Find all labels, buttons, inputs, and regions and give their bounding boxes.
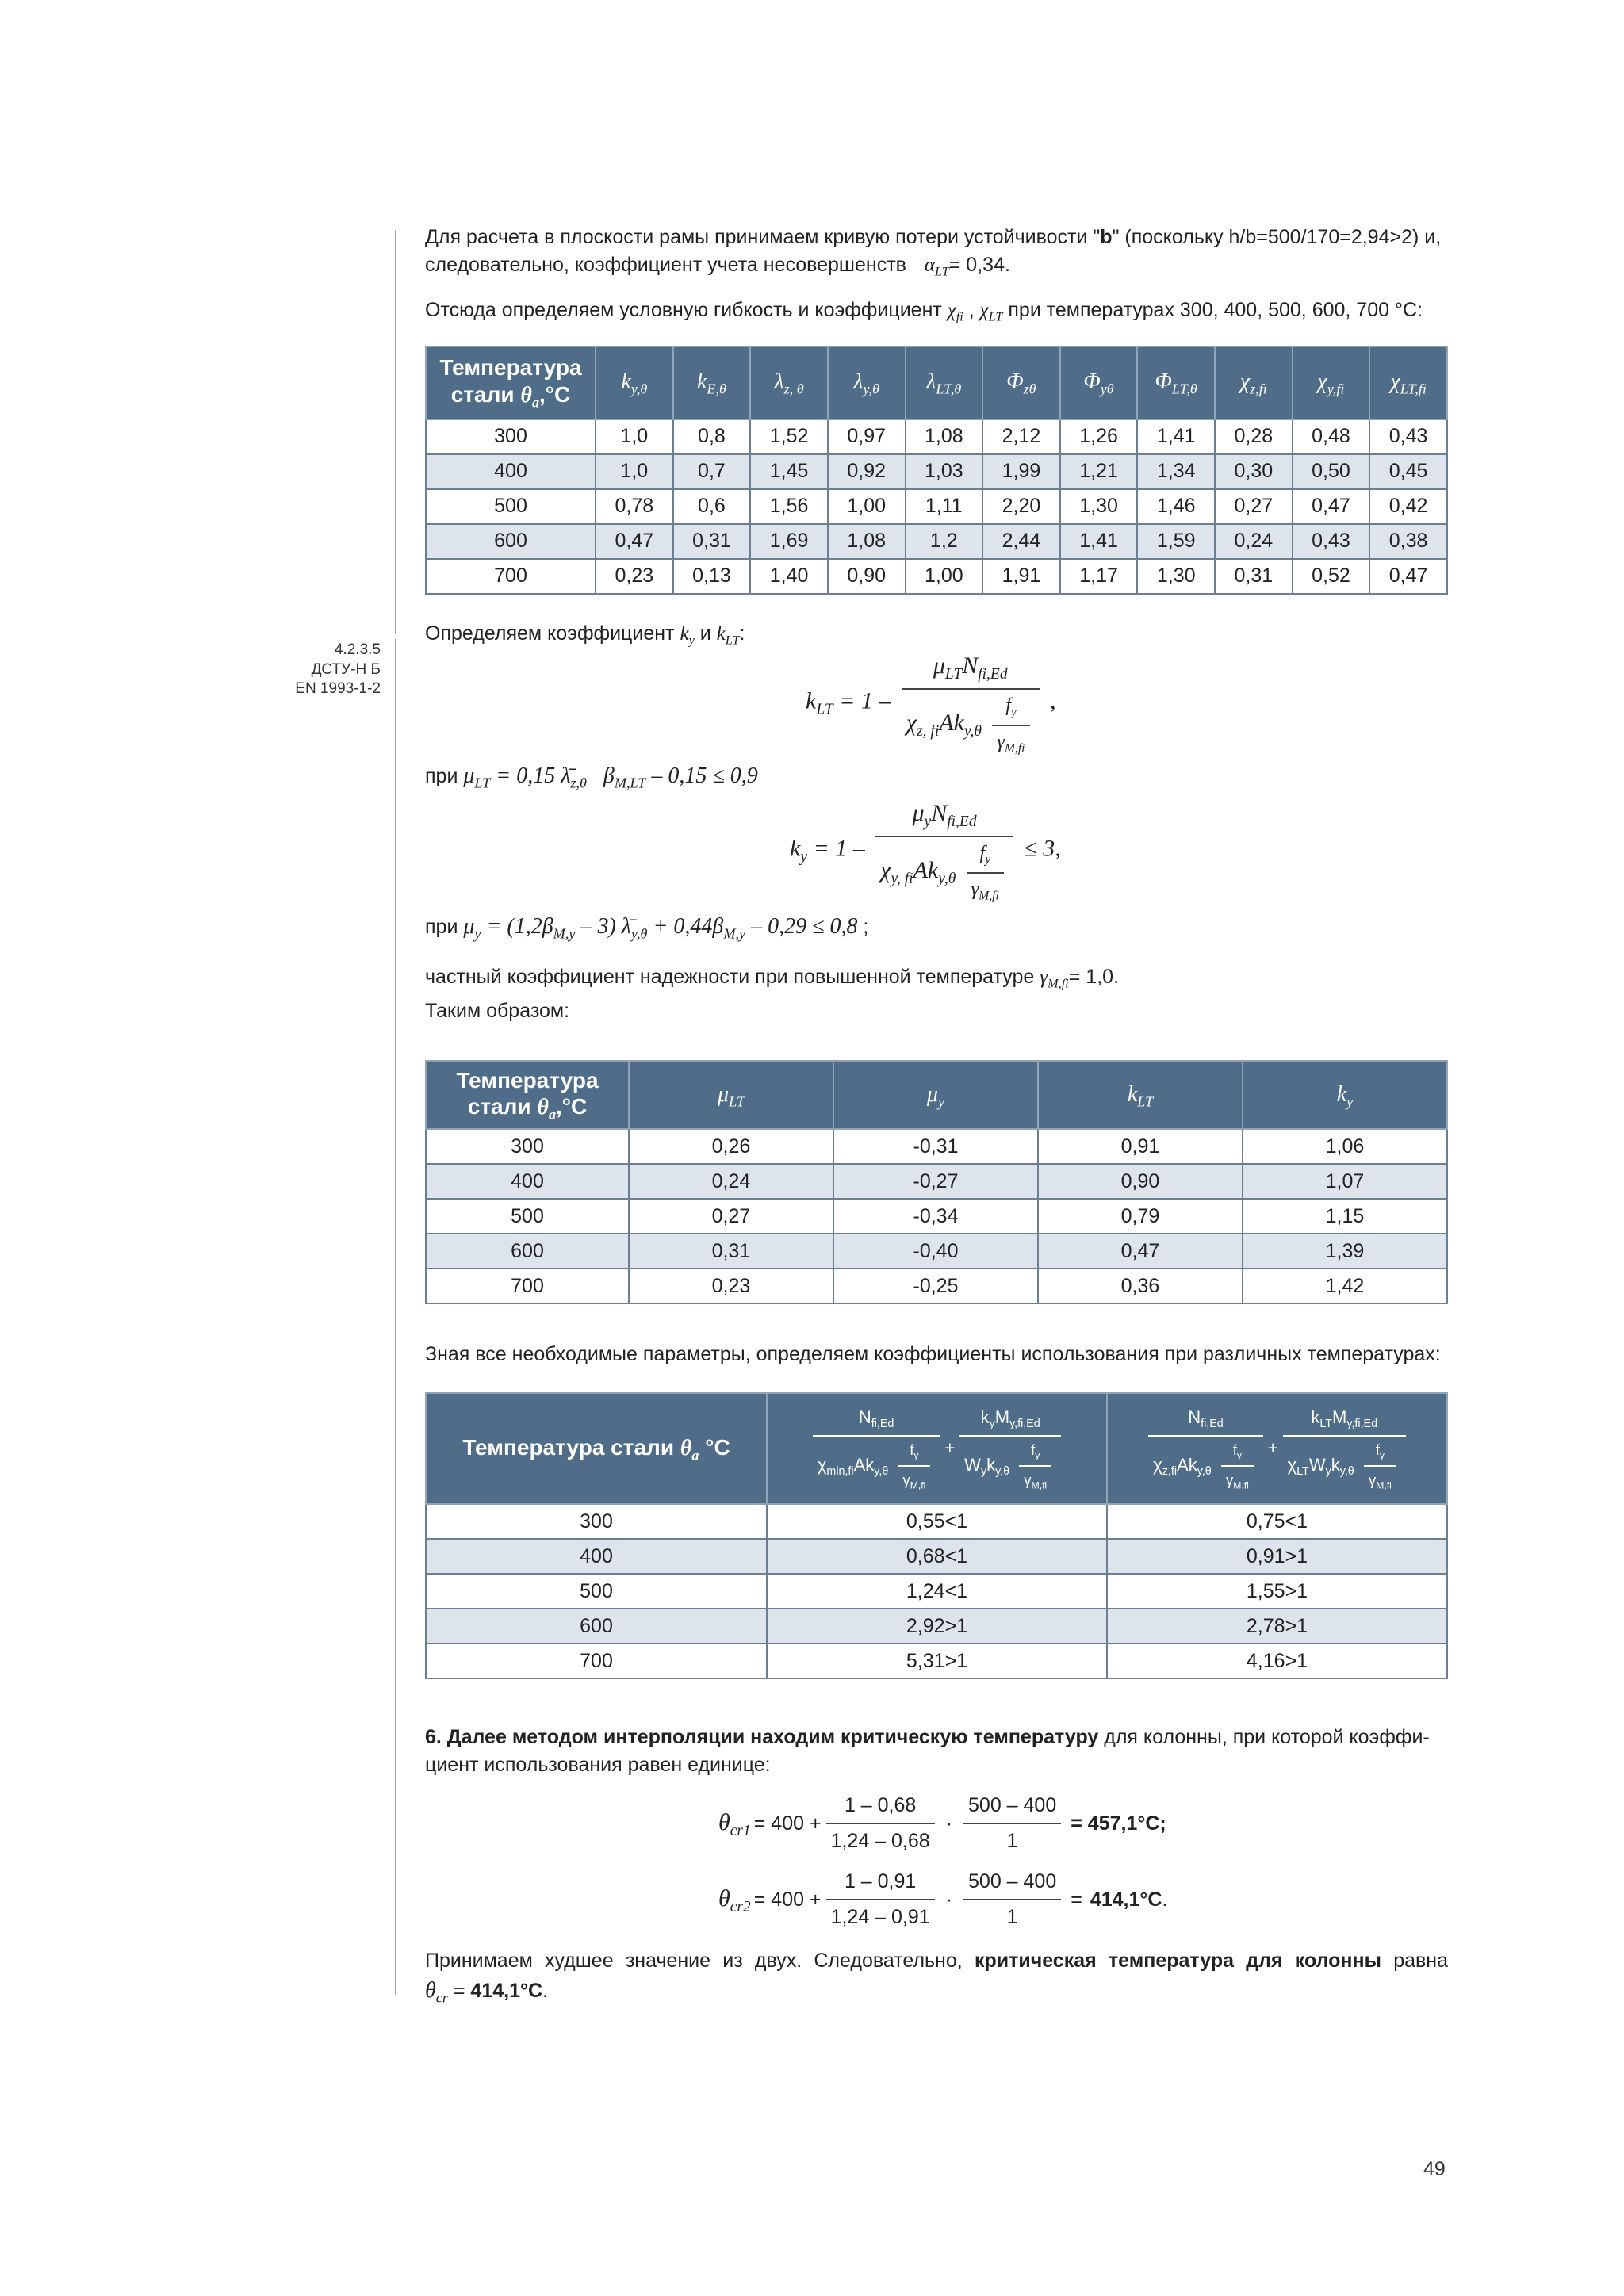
table-row bbox=[426, 1164, 1447, 1199]
temperature-cell: 600 bbox=[426, 524, 596, 559]
value-cell: 1,03 bbox=[906, 454, 983, 489]
mu-y-condition: при $\mu_y = (1,2\beta_{M,y} - 3)$ $\lambdā_{y,\theta} + 0,44\beta_{M,y} - 0,29 \le 0,8$ ; bbox=[425, 914, 869, 942]
utilization-intro: Зная все необходимые параметры, определяем коэффициенты использования при различных температурах: bbox=[425, 1343, 1441, 1366]
value-cell: 0,24 bbox=[629, 1164, 833, 1199]
k-lt-symbol: $k_{LT}$ bbox=[716, 622, 740, 648]
temperature-column-header: Температура стали $\theta_a$ °С bbox=[426, 1393, 767, 1504]
value-cell: 1,0 bbox=[596, 454, 673, 489]
temperature-column-header: Температура стали $\theta_a,^\circ С$ bbox=[426, 346, 596, 419]
value-cell: 0,6 bbox=[673, 489, 751, 524]
value-cell: 1,26 bbox=[1060, 419, 1138, 454]
value-cell: -0,27 bbox=[833, 1164, 1038, 1199]
header-k-y-theta: $k_{y,\theta}$ bbox=[596, 346, 673, 419]
value-cell: 0,97 bbox=[828, 419, 906, 454]
value-cell: 0,23 bbox=[629, 1269, 833, 1303]
value-cell: 1,08 bbox=[906, 419, 983, 454]
utilization-table-body bbox=[426, 1504, 1447, 1678]
table-header-row bbox=[426, 1061, 1447, 1129]
section-6-paragraph: 6. Далее методом интерполяции находим критическую температуру для колонны, при которой коэффи- циент использования равен единице: bbox=[425, 1726, 1430, 1777]
temperature-cell: 500 bbox=[426, 1574, 767, 1609]
margin-ref-en: EN 1993-1-2 bbox=[295, 680, 381, 698]
value-cell: 0,31 bbox=[629, 1234, 833, 1269]
value-cell: 1,55>1 bbox=[1107, 1574, 1447, 1609]
value-cell: 1,34 bbox=[1137, 454, 1215, 489]
k-y-symbol: $k_y$ bbox=[680, 622, 695, 648]
value-cell: 0,47 bbox=[1038, 1234, 1243, 1269]
left-margin-rule-top bbox=[395, 230, 396, 634]
header-lambda-z: $\lambda_{z, \theta}$ bbox=[750, 346, 828, 419]
value-cell: 1,39 bbox=[1243, 1234, 1447, 1269]
value-cell: 1,15 bbox=[1243, 1199, 1447, 1234]
temperature-cell: 700 bbox=[426, 1644, 767, 1678]
temperature-cell: 500 bbox=[426, 1199, 629, 1234]
value-cell: 0,8 bbox=[673, 419, 751, 454]
value-cell: 0,79 bbox=[1038, 1199, 1243, 1234]
table-row bbox=[426, 454, 1447, 489]
utilization-table bbox=[425, 1392, 1448, 1679]
value-cell: 0,75<1 bbox=[1107, 1504, 1447, 1539]
page-content bbox=[425, 224, 1448, 2008]
value-cell: 1,0 bbox=[596, 419, 673, 454]
temperature-cell: 700 bbox=[426, 1269, 629, 1303]
value-cell: 0,43 bbox=[1369, 419, 1447, 454]
header-chi-z-fi: $\chi_{z,fi}$ bbox=[1215, 346, 1293, 419]
value-cell: 0,48 bbox=[1293, 419, 1370, 454]
temperature-cell: 400 bbox=[426, 1164, 629, 1199]
value-cell: 1,07 bbox=[1243, 1164, 1447, 1199]
value-cell: 0,78 bbox=[596, 489, 673, 524]
value-cell: 0,50 bbox=[1293, 454, 1370, 489]
value-cell: 2,20 bbox=[982, 489, 1060, 524]
value-cell: 0,47 bbox=[1369, 559, 1447, 594]
table-row bbox=[426, 1539, 1447, 1574]
value-cell: 1,40 bbox=[750, 559, 828, 594]
value-cell: 2,12 bbox=[982, 419, 1060, 454]
value-cell: 0,47 bbox=[1293, 489, 1370, 524]
value-cell: 0,23 bbox=[596, 559, 673, 594]
mu-lt-condition: при $\mu_{LT} = 0,15$ $\lambdā_{z,\theta}$ $\beta_{M,LT} - 0,15 \le 0,9$ bbox=[425, 763, 758, 791]
value-cell: 1,30 bbox=[1060, 489, 1138, 524]
value-cell: 0,31 bbox=[1215, 559, 1293, 594]
value-cell: 5,31>1 bbox=[767, 1644, 1107, 1678]
table-row bbox=[426, 1609, 1447, 1644]
value-cell: 0,42 bbox=[1369, 489, 1447, 524]
table-row bbox=[426, 1644, 1447, 1678]
value-cell: 1,06 bbox=[1243, 1129, 1447, 1164]
header-utilization-lt: $N_{fi,Ed}$ $\chi_{z,fi}Ak_{y,\theta}$ $\frac{f_y}{\gamma_{M,fi}}$ + $k_{LT}M_{y,fi,Ed}$ $\chi_{LT}W_yk_{y,\theta}$ $\frac{f_y}{\gamma_{M,fi}}$ bbox=[1107, 1393, 1447, 1504]
value-cell: 0,28 bbox=[1215, 419, 1293, 454]
value-cell: 0,30 bbox=[1215, 454, 1293, 489]
value-cell: 1,21 bbox=[1060, 454, 1138, 489]
header-chi-y-fi: $\chi_{y,fi}$ bbox=[1293, 346, 1370, 419]
table-row bbox=[426, 524, 1447, 559]
value-cell: 0,90 bbox=[1038, 1164, 1243, 1199]
margin-reference bbox=[238, 641, 381, 699]
temperature-cell: 700 bbox=[426, 559, 596, 594]
value-cell: -0,34 bbox=[833, 1199, 1038, 1234]
value-cell: 1,30 bbox=[1137, 559, 1215, 594]
temperature-cell: 300 bbox=[426, 1129, 629, 1164]
table-row bbox=[426, 1234, 1447, 1269]
intro-paragraph: Для расчета в плоскости рамы принимаем кривую потери устойчивости "b" (поскольку h/b=500/170=2,94>2) и, следовательно, коэффициент учета несовершенств $\alpha_{LT}= 0,34$. bbox=[425, 226, 1442, 279]
value-cell: 0,24 bbox=[1215, 524, 1293, 559]
value-cell: 0,91>1 bbox=[1107, 1539, 1447, 1574]
gamma-m-fi-symbol: $\gamma_{M,fi}$ bbox=[1040, 966, 1069, 991]
chi-fi-symbol: $\chi_{fi}$ bbox=[947, 300, 963, 325]
value-cell: 0,90 bbox=[828, 559, 906, 594]
chi-lt-symbol: $\chi_{LT}$ bbox=[979, 300, 1003, 325]
table-row bbox=[426, 419, 1447, 454]
table-header-row bbox=[426, 1393, 1447, 1504]
value-cell: 1,2 bbox=[906, 524, 983, 559]
temperature-column-header: Температура стали $\theta_a,^\circ С$ bbox=[426, 1061, 629, 1129]
table-row bbox=[426, 489, 1447, 524]
value-cell: 4,16>1 bbox=[1107, 1644, 1447, 1678]
conclusion-value: $\theta_{cr} = 414,1^\circ С$. bbox=[425, 1978, 548, 2006]
margin-ref-standard: ДСТУ-Н Б bbox=[311, 660, 381, 678]
header-mu-lt: $\mu_{LT}$ bbox=[629, 1061, 833, 1129]
header-k-lt: $k_{LT}$ bbox=[1038, 1061, 1243, 1129]
partial-factor-line: частный коэффициент надежности при повышенной температуре $\gamma_{M,fi}= 1,0$. bbox=[425, 966, 1120, 991]
value-cell: 0,13 bbox=[673, 559, 751, 594]
value-cell: 0,43 bbox=[1293, 524, 1370, 559]
value-cell: 2,44 bbox=[982, 524, 1060, 559]
value-cell: 0,47 bbox=[596, 524, 673, 559]
value-cell: 0,26 bbox=[629, 1129, 833, 1164]
table-row bbox=[426, 1199, 1447, 1234]
value-cell: 1,52 bbox=[750, 419, 828, 454]
header-k-e-theta: $k_{E,\theta}$ bbox=[673, 346, 751, 419]
thus-line: Таким образом: bbox=[425, 1000, 570, 1023]
critical-temp-formula-2: $\theta_{cr2}$ = 400 + $\frac{1 - 0,91}{1,24 - 0,91}$ · $\frac{500 - 400}{1}$ = 414,1°С . bbox=[718, 1863, 1448, 1936]
temperature-cell: 300 bbox=[426, 1504, 767, 1539]
value-cell: 0,68<1 bbox=[767, 1539, 1107, 1574]
value-cell: 1,45 bbox=[750, 454, 828, 489]
table-row bbox=[426, 1269, 1447, 1303]
value-cell: 1,99 bbox=[982, 454, 1060, 489]
value-cell: 2,92>1 bbox=[767, 1609, 1107, 1644]
table-row bbox=[426, 1574, 1447, 1609]
value-cell: 1,91 bbox=[982, 559, 1060, 594]
value-cell: 0,27 bbox=[629, 1199, 833, 1234]
factors-table bbox=[425, 1060, 1448, 1304]
value-cell: 1,69 bbox=[750, 524, 828, 559]
factors-table-body bbox=[426, 1129, 1447, 1303]
value-cell: 0,45 bbox=[1369, 454, 1447, 489]
slenderness-intro: Отсюда определяем условную гибкость и коэффициент $\chi_{fi}$ , $\chi_{LT}$ при температурах 300, 400, 500, 600, 700 °С: bbox=[425, 299, 1423, 325]
value-cell: 0,92 bbox=[828, 454, 906, 489]
value-cell: -0,25 bbox=[833, 1269, 1038, 1303]
header-phi-lt: $\Phi_{LT,\theta}$ bbox=[1137, 346, 1215, 419]
value-cell: 0,27 bbox=[1215, 489, 1293, 524]
alpha-lt-symbol: $\alpha_{LT}$ bbox=[924, 254, 949, 279]
k-lt-formula: $k_{LT} = 1$ – $\mu_{LT}N_{fi,Ed}$ $\chi_{z, fi}Ak_{y,\theta}$ $\frac{f_y}{\gamma_{M,fi}}$ , bbox=[806, 649, 1448, 754]
header-mu-y: $\mu_y$ bbox=[833, 1061, 1038, 1129]
header-lambda-y: $\lambda_{y,\theta}$ bbox=[828, 346, 906, 419]
k-y-formula: $k_y = 1$ – $\mu_yN_{fi,Ed}$ $\chi_{y, fi}Ak_{y,\theta}$ $\frac{f_y}{\gamma_{M,fi}}$ ≤ 3, bbox=[790, 797, 1448, 901]
table-row bbox=[426, 1504, 1447, 1539]
temperature-cell: 600 bbox=[426, 1609, 767, 1644]
table-header-row bbox=[426, 346, 1447, 419]
value-cell: 1,41 bbox=[1060, 524, 1138, 559]
header-k-y: $k_y$ bbox=[1243, 1061, 1447, 1129]
temperature-cell: 500 bbox=[426, 489, 596, 524]
margin-ref-clause: 4.2.3.5 bbox=[334, 641, 381, 658]
value-cell: 1,42 bbox=[1243, 1269, 1447, 1303]
value-cell: 0,31 bbox=[673, 524, 751, 559]
value-cell: 1,11 bbox=[906, 489, 983, 524]
header-chi-lt-fi: $\chi_{LT,fi}$ bbox=[1369, 346, 1447, 419]
value-cell: 1,46 bbox=[1137, 489, 1215, 524]
temperature-cell: 600 bbox=[426, 1234, 629, 1269]
value-cell: 1,41 bbox=[1137, 419, 1215, 454]
page-number: 49 bbox=[1423, 2158, 1446, 2180]
value-cell: 0,38 bbox=[1369, 524, 1447, 559]
value-cell: -0,31 bbox=[833, 1129, 1038, 1164]
value-cell: 1,08 bbox=[828, 524, 906, 559]
value-cell: 1,00 bbox=[906, 559, 983, 594]
value-cell: 1,24<1 bbox=[767, 1574, 1107, 1609]
header-phi-z: $\Phi_{z\theta}$ bbox=[982, 346, 1060, 419]
value-cell: 0,55<1 bbox=[767, 1504, 1107, 1539]
value-cell: 2,78>1 bbox=[1107, 1609, 1447, 1644]
temperature-cell: 300 bbox=[426, 419, 596, 454]
header-phi-y: $\Phi_{y\theta}$ bbox=[1060, 346, 1138, 419]
slenderness-table-body bbox=[426, 419, 1447, 594]
value-cell: 1,59 bbox=[1137, 524, 1215, 559]
value-cell: 0,91 bbox=[1038, 1129, 1243, 1164]
header-lambda-lt: $\lambda_{LT,\theta}$ bbox=[906, 346, 983, 419]
table-row bbox=[426, 1129, 1447, 1164]
temperature-cell: 400 bbox=[426, 1539, 767, 1574]
value-cell: 1,00 bbox=[828, 489, 906, 524]
temperature-cell: 400 bbox=[426, 454, 596, 489]
value-cell: 0,52 bbox=[1293, 559, 1370, 594]
value-cell: 0,36 bbox=[1038, 1269, 1243, 1303]
left-margin-rule-bottom bbox=[395, 639, 396, 1995]
table-row bbox=[426, 559, 1447, 594]
define-k-line: Определяем коэффициент $k_y$ и $k_{LT}$: bbox=[425, 622, 745, 648]
value-cell: 0,7 bbox=[673, 454, 751, 489]
value-cell: -0,40 bbox=[833, 1234, 1038, 1269]
conclusion-paragraph: Принимаем худшее значение из двух. Следовательно, критическая температура для колонны равна bbox=[425, 1950, 1448, 1973]
critical-temp-formula-1: $\theta_{cr1}$ = 400 + $\frac{1 - 0,68}{1,24 - 0,68}$ · $\frac{500 - 400}{1}$ = 457,1°С; bbox=[718, 1787, 1448, 1860]
slenderness-table bbox=[425, 346, 1448, 595]
value-cell: 1,56 bbox=[750, 489, 828, 524]
value-cell: 1,17 bbox=[1060, 559, 1138, 594]
header-utilization-in-plane: $N_{fi,Ed}$ $\chi_{min,fi}Ak_{y,\theta}$ $\frac{f_y}{\gamma_{M,fi}}$ + $k_yM_{y,fi,Ed}$ $W_yk_{y,\theta}$ $\frac{f_y}{\gamma_{M,fi}}$ bbox=[767, 1393, 1107, 1504]
